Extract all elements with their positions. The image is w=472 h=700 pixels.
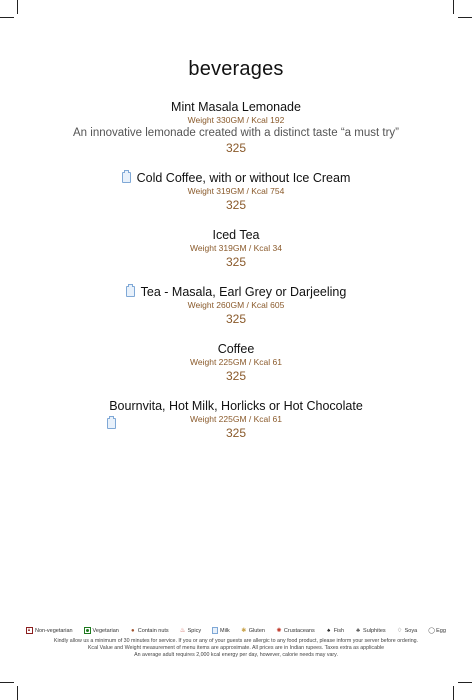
item-name: Coffee: [217, 342, 255, 356]
menu-item: [0, 171, 472, 212]
milk-icon: [126, 286, 135, 297]
legend-label: Gluten: [248, 627, 265, 634]
milk-icon: [212, 627, 218, 634]
item-price: 325: [225, 198, 247, 212]
legend-label: Milk: [220, 627, 230, 634]
soya-icon: ♢: [396, 627, 403, 634]
milk-icon: [122, 172, 131, 183]
item-meta: Weight 225GM / Kcal 61: [190, 414, 282, 424]
legend-item: [276, 628, 315, 634]
item-name: Iced Tea: [212, 228, 260, 242]
item-name: Cold Coffee, with or without Ice Cream: [136, 171, 351, 185]
crop-mark-top-left-h: [0, 17, 14, 18]
item-meta: Weight 319GM / Kcal 754: [187, 186, 285, 196]
item-description: An innovative lemonade created with a distinct taste “a must try”: [73, 127, 399, 139]
crop-mark-top-left: [17, 0, 18, 14]
veg-icon: [84, 627, 91, 634]
legend-item: [130, 628, 169, 634]
item-meta: Weight 260GM / Kcal 605: [187, 300, 285, 310]
menu-item: [0, 342, 472, 383]
non-veg-icon: [26, 627, 33, 634]
legend-item: [241, 628, 265, 634]
item-meta: Weight 330GM / Kcal 192: [187, 115, 285, 125]
crop-mark-top-right-h: [458, 17, 472, 18]
crop-mark-bottom-left: [17, 686, 18, 700]
legend-item: [84, 627, 119, 634]
gluten-icon: ✱: [241, 627, 247, 634]
legend-item: [326, 628, 344, 634]
crop-mark-bottom-right: [453, 686, 454, 700]
item-meta: Weight 319GM / Kcal 34: [190, 243, 282, 253]
item-price: 325: [225, 255, 247, 269]
crustaceans-icon: ✺: [276, 627, 282, 634]
menu-item: [0, 285, 472, 326]
legend-item: [180, 628, 201, 634]
legend-label: Fish: [333, 627, 345, 634]
egg-icon: ◯: [428, 627, 435, 634]
legend-label: Spicy: [187, 627, 202, 634]
menu-list: [0, 100, 472, 456]
item-name: Mint Masala Lemonade: [171, 100, 301, 114]
legend-item: [355, 628, 386, 634]
sulphites-icon: ♣: [356, 627, 361, 634]
legend-label: Non-vegetarian: [35, 627, 73, 634]
crop-mark-bottom-right-h: [458, 682, 472, 683]
legend-label: Contain nuts: [137, 627, 169, 634]
legend-item: [397, 628, 418, 634]
menu-item: [0, 399, 472, 440]
milk-icon: [107, 418, 116, 429]
item-price: 325: [225, 141, 247, 155]
item-name-row: [0, 285, 472, 300]
item-price: 325: [225, 369, 247, 383]
crop-mark-bottom-left-h: [0, 682, 14, 683]
crop-mark-top-right: [453, 0, 454, 14]
legend-item: [428, 628, 446, 634]
legend-item: [212, 627, 230, 634]
footer-notes: [30, 638, 442, 659]
item-name-row: [0, 171, 472, 186]
item-price: 325: [225, 426, 247, 440]
nuts-icon: ●: [130, 627, 135, 634]
page-title: beverages: [188, 58, 284, 80]
menu-item: [0, 228, 472, 269]
legend-label: Crustaceans: [283, 627, 315, 634]
fish-icon: ♠: [327, 627, 331, 634]
legend-label: Sulphites: [363, 627, 386, 634]
legend-label: Egg: [436, 627, 446, 634]
menu-item: [0, 100, 472, 155]
allergen-legend: [26, 627, 446, 634]
item-price: 325: [225, 312, 247, 326]
legend-item: [26, 627, 73, 634]
item-name: Bournvita, Hot Milk, Horlicks or Hot Chocolate: [109, 399, 363, 413]
item-name: Tea - Masala, Earl Grey or Darjeeling: [140, 285, 347, 299]
legend-label: Soya: [404, 627, 418, 634]
legend-label: Vegetarian: [92, 627, 119, 634]
spicy-icon: ♨: [179, 627, 186, 634]
item-meta: Weight 225GM / Kcal 61: [190, 357, 282, 367]
footer-note: An average adult requires 2,000 kcal energy per day, however, calorie needs may vary.: [134, 652, 338, 658]
footer-note: Kcal Value and Weight measurement of menu items are approximate. All prices are in Indian rupees. Taxes extra as applicable: [87, 645, 385, 651]
footer-note: Kindly allow us a minimum of 30 minutes for service. If you or any of your guests are allergic to any food product, please inform your server before ordering.: [53, 638, 419, 644]
